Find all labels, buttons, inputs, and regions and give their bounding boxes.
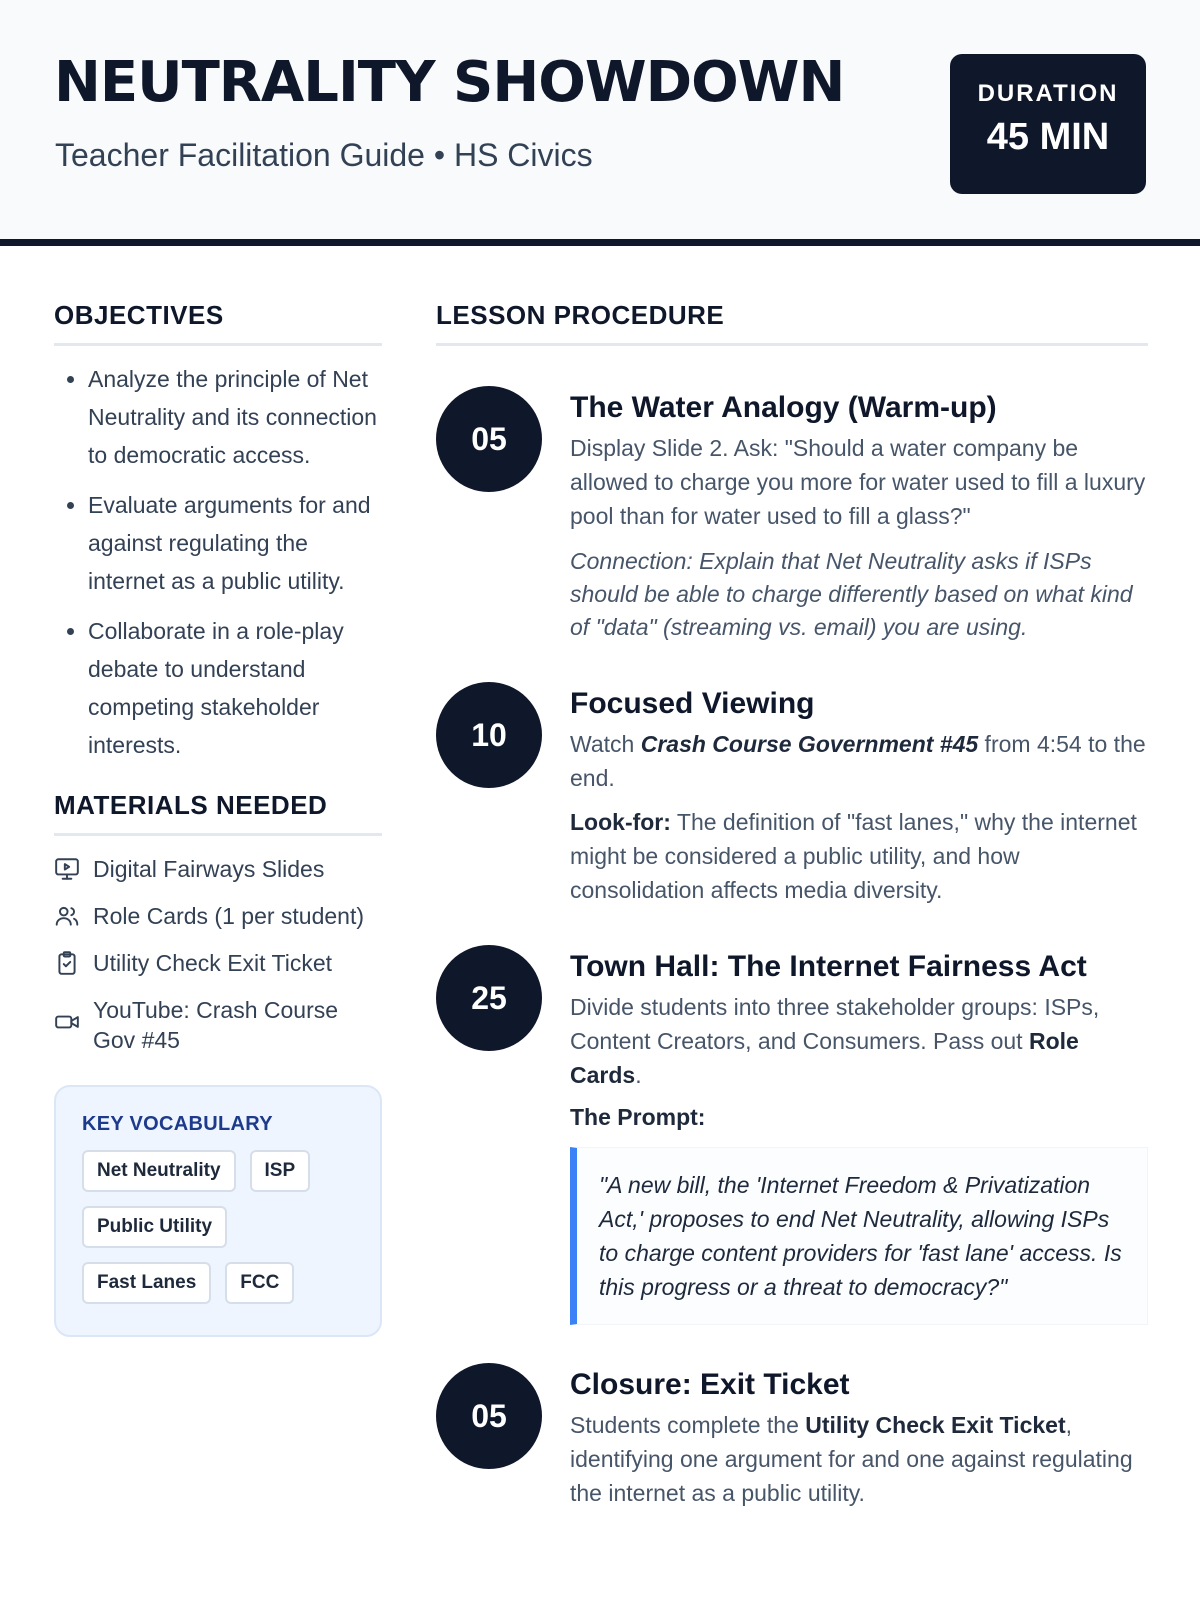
step-body [570,945,1148,1325]
vocabulary-heading: KEY VOCABULARY [82,1113,273,1135]
step-title: Focused Viewing [570,687,815,720]
step-title: Closure: Exit Ticket [570,1368,850,1401]
page-subtitle: Teacher Facilitation Guide • HS Civics [55,137,593,173]
step-text [570,727,1148,795]
prompt-quote: "A new bill, the 'Internet Freedom & Privatization Act,' proposes to end Net Neutrality, allowing ISPs to charge content providers for 'fast lane' access. Is this progress or a threat to democracy?" [570,1147,1148,1325]
exit-ticket-text: Utility Check Exit Ticket [805,1412,1066,1438]
step-text [570,1408,1148,1510]
step-minutes: 05 [436,386,542,492]
material-item [54,948,382,978]
materials-list [54,854,382,1055]
duration-badge [950,54,1146,194]
objective-item: • Collaborate in a role-play debate to understand competing stakeholder interests. [88,612,382,764]
key-vocabulary-box [54,1085,382,1337]
step-body [570,682,1148,907]
vocab-chip: ISP [250,1150,311,1192]
video-title: Crash Course Government #45 [640,731,979,757]
presentation-icon [54,856,80,882]
lookfor-label: Look-for: [570,809,671,835]
material-label: Role Cards (1 per student) [93,903,365,929]
left-column [54,300,382,1337]
step-text-post: . [635,1062,642,1088]
vocabulary-chips [82,1150,354,1318]
right-column [436,300,1148,1510]
objective-item: • Analyze the principle of Net Neutrality and its connection to democratic access. [88,360,382,474]
step-minutes: 25 [436,945,542,1051]
objective-item: • Evaluate arguments for and against regulating the internet as a public utility. [88,486,382,600]
step-text [570,990,1148,1092]
step-text-post: , identifying one argument for and one against regulating the internet as a public utility. [570,1412,1133,1506]
step-text-pre: Watch [570,731,641,757]
vocab-chip: Fast Lanes [82,1262,211,1304]
procedure-step [436,682,1148,907]
users-icon [54,903,80,929]
step-lookfor [570,805,1148,907]
video-camera-icon [54,1009,80,1035]
step-text-pre: Divide students into three stakeholder groups: ISPs, Content Creators, and Consumers. Pass out [570,994,1100,1054]
step-minutes: 10 [436,682,542,788]
clipboard-check-icon [54,950,80,976]
step-body [570,1363,1148,1510]
step-text-post: from 4:54 to the end. [570,731,1146,791]
prompt-label: The Prompt: [570,1104,706,1130]
material-label: Utility Check Exit Ticket [93,950,332,976]
procedure-step [436,386,1148,644]
vocab-chip: FCC [225,1262,294,1304]
step-title: The Water Analogy (Warm-up) [570,391,997,424]
step-minutes: 05 [436,1363,542,1469]
role-cards-text: Role Cards [570,1028,1079,1088]
procedure-heading: LESSON PROCEDURE [436,300,1148,346]
material-label: Digital Fairways Slides [93,856,325,882]
material-item [54,854,382,884]
objectives-list [54,360,382,764]
vocab-chip: Public Utility [82,1206,227,1248]
step-text: Display Slide 2. Ask: "Should a water company be allowed to charge you more for water used to fill a luxury pool than for water used to fill a glass?" [570,435,1146,529]
duration-label: DURATION [977,80,1119,107]
material-label: YouTube: Crash Course Gov #45 [93,997,339,1053]
materials-heading: MATERIALS NEEDED [54,790,382,836]
procedure-step [436,945,1148,1325]
step-text-pre: Students complete the [570,1412,806,1438]
duration-value: 45 MIN [986,116,1110,158]
vocab-chip: Net Neutrality [82,1150,236,1192]
objectives-heading: OBJECTIVES [54,300,382,346]
page-header [0,0,1200,246]
step-connection-note: Connection: Explain that Net Neutrality asks if ISPs should be able to charge differently based on what kind of "data" (streaming vs. email) you are using. [570,548,1133,640]
material-item [54,995,382,1055]
procedure-step [436,1363,1148,1510]
material-item [54,901,382,931]
step-body [570,386,1148,644]
page-title: NEUTRALITY SHOWDOWN [54,50,845,115]
step-title: Town Hall: The Internet Fairness Act [570,950,1087,983]
lookfor-text: The definition of "fast lanes," why the internet might be considered a public utility, and how consolidation affects media diversity. [570,809,1137,903]
